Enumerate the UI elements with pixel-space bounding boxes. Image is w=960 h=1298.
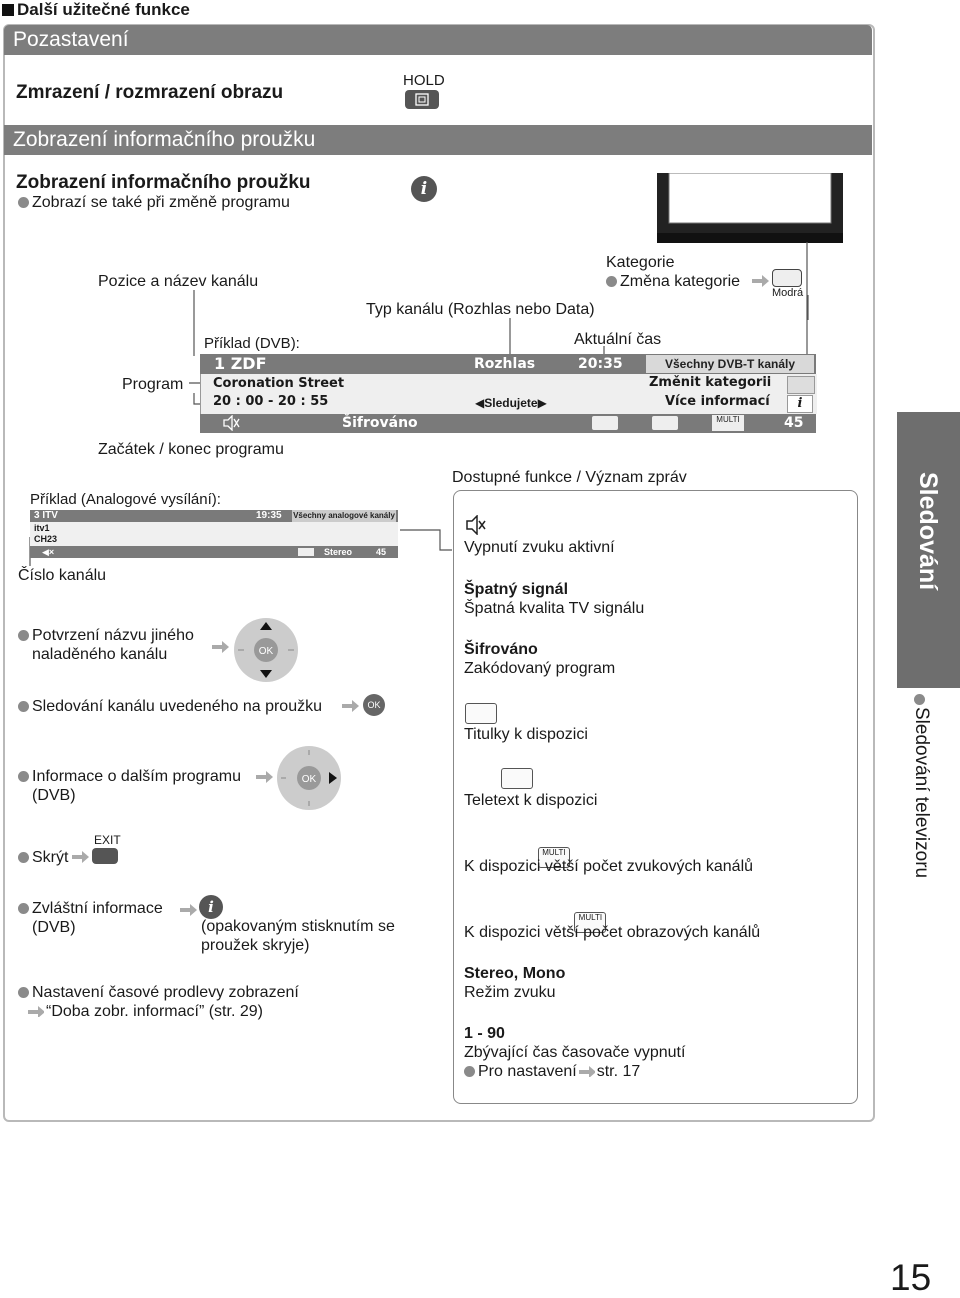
dvb-more-info: Více informací (665, 394, 770, 409)
panel-timer-title: 1 - 90 (464, 1025, 505, 1042)
action-next: Informace o dalším programu (DVB) (18, 767, 241, 805)
panel-multi-video: K dispozici větší počet obrazových kanálů (464, 924, 761, 941)
label-current-time: Aktuální čas (574, 331, 662, 348)
panel-encrypted: Zakódovaný program (464, 660, 616, 677)
dvb-multi: MULTI (712, 415, 744, 431)
info-button-icon[interactable]: i (199, 895, 223, 919)
analog-body (30, 522, 398, 546)
analog-timer: 45 (376, 547, 387, 557)
panel-stereo: Režim zvuku (464, 984, 556, 1001)
label-start-end: Začátek / konec programu (98, 441, 284, 458)
dvb-times: 20 : 00 - 20 : 55 (213, 394, 329, 409)
dvb-banner-body (200, 374, 817, 414)
svg-text:OK: OK (301, 774, 317, 785)
info-subtitle: Zobrazení informačního proužku (16, 172, 311, 193)
analog-top (30, 510, 398, 522)
panel-encrypted-title: Šifrováno (464, 641, 538, 658)
dvb-time: 20:35 (578, 356, 623, 372)
multi-video-icon: MULTI (574, 912, 606, 933)
panel-mute-icon (465, 515, 487, 540)
action-watch: Sledování kanálu uvedeného na proužku (18, 697, 322, 716)
dvb-banner-top (200, 354, 816, 374)
action-special: Zvláštní informace (DVB) (18, 899, 163, 937)
info-button-icon[interactable]: i (411, 176, 437, 202)
analog-ch: CH23 (34, 534, 58, 544)
action-timeout: Nastavení časové prodlevy zobrazení “Doba zobr. informací” (str. 29) (18, 983, 299, 1021)
analog-category: Všechny analogové kanály (293, 511, 395, 520)
hold-label: HOLD (403, 72, 445, 89)
dvb-program: Coronation Street (213, 376, 345, 391)
dvb-info-icon: i (787, 395, 813, 413)
arrow-icon (212, 640, 230, 659)
sidebar-tab-label: Sledování (914, 472, 942, 591)
arrow-icon (579, 1065, 595, 1077)
dvb-timer: 45 (784, 415, 804, 431)
label-channel-type: Typ kanálu (Rozhlas nebo Data) (366, 301, 595, 318)
label-program: Program (122, 376, 184, 393)
teletext-icon (652, 416, 678, 430)
dpad-updown-icon[interactable] (233, 617, 299, 688)
analog-channel: 3 ITV (34, 510, 58, 521)
analog-banner (30, 510, 398, 558)
freeze-label: Zmrazení / rozmrazení obrazu (16, 82, 284, 103)
analog-time: 19:35 (256, 510, 282, 521)
exit-button-icon[interactable] (92, 848, 118, 864)
page-number: 15 (890, 1257, 932, 1298)
arrow-icon (180, 903, 198, 922)
mute-icon (222, 415, 240, 436)
label-example-analog: Příklad (Analogové vysílání): (30, 491, 221, 508)
subtitle-icon (592, 416, 618, 430)
analog-mute-icon: ◀× (42, 547, 55, 557)
info-section-title: Zobrazení informačního proužku (13, 128, 316, 151)
dvb-type: Rozhlas (474, 356, 536, 372)
action-confirm: Potvrzení názvu jiného naladěného kanálu (18, 626, 194, 664)
arrow-icon (342, 699, 360, 718)
analog-stereo: Stereo (324, 547, 353, 557)
dvb-change-category: Změnit kategorii (649, 375, 772, 390)
special-note: (opakovaným stisknutím se proužek skryje) (201, 918, 395, 954)
label-category: Kategorie (606, 254, 675, 271)
dvb-blue-box (787, 376, 815, 394)
label-example-dvb: Příklad (DVB): (204, 335, 300, 352)
analog-name: itv1 (34, 523, 50, 533)
panel-teletext: Teletext k dispozici (464, 792, 598, 809)
analog-teletext-icon (298, 548, 314, 556)
multi-audio-icon: MULTI (538, 847, 570, 868)
svg-text:OK: OK (258, 646, 274, 657)
label-channel-number: Číslo kanálu (18, 567, 107, 584)
action-hide: Skrýt (18, 848, 68, 867)
pozastaveni-title: Pozastavení (13, 28, 129, 51)
panel-stereo-title: Stereo, Mono (464, 965, 566, 982)
dvb-category: Všechny DVB-T kanály (646, 355, 814, 373)
bullet-icon (914, 694, 925, 705)
panel-timer: Zbývající čas časovače vypnutí (464, 1044, 686, 1061)
label-available-functions: Dostupné funkce / Význam zpráv (452, 469, 687, 486)
info-note: Zobrazí se také při změně programu (18, 193, 290, 212)
section-header: Další užitečné funkce (2, 0, 190, 20)
panel-bad-signal: Špatná kvalita TV signálu (464, 600, 645, 617)
panel-subtitles: Titulky k dispozici (464, 726, 588, 743)
dvb-banner-bottom (200, 414, 816, 433)
teletext-icon (501, 768, 533, 789)
analog-bottom (30, 546, 398, 558)
exit-label: EXIT (94, 833, 121, 847)
panel-bad-signal-title: Špatný signál (464, 581, 569, 598)
dvb-watching: ◀Sledujete▶ (475, 396, 547, 410)
sidebar-tab (897, 412, 960, 688)
ok-button-icon[interactable]: OK (363, 694, 385, 716)
dvb-channel: 1 ZDF (214, 354, 267, 373)
arrow-icon (72, 850, 90, 869)
arrow-icon (28, 1005, 44, 1017)
label-change-category: Změna kategorie (606, 272, 740, 291)
sidebar-sub: Sledování televizoru (914, 694, 932, 878)
panel-multi-audio: K dispozici větší počet zvukových kanálů (464, 858, 754, 875)
arrow-icon (256, 770, 274, 789)
panel-mute: Vypnutí zvuku aktivní (464, 539, 615, 556)
dvb-encrypted: Šifrováno (342, 415, 418, 431)
label-position-name: Pozice a název kanálu (98, 273, 259, 290)
dpad-right-icon[interactable] (276, 745, 342, 816)
label-blue: Modrá (772, 287, 804, 299)
subtitles-icon (465, 703, 497, 724)
panel-setup: Pro nastavení str. 17 (464, 1062, 640, 1081)
